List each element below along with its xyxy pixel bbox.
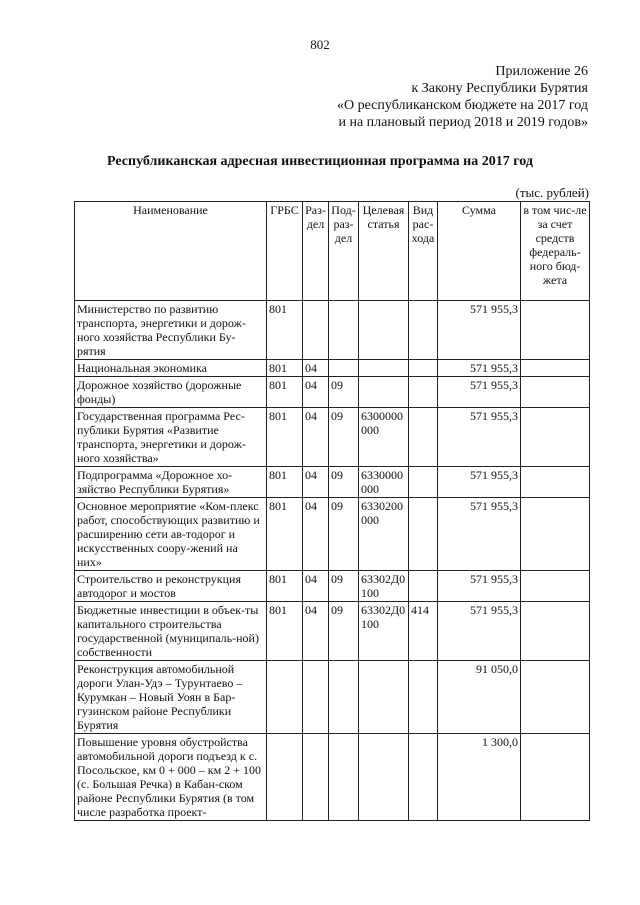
cell-section xyxy=(303,661,329,734)
cell-name: Бюджетные инвестиции в объек-ты капитального строительства государственной (муниципаль-ной) собственности xyxy=(75,602,267,661)
header-target-article: Целевая статья xyxy=(359,202,409,301)
appendix-line: Приложение 26 xyxy=(495,64,588,79)
cell-expense-type xyxy=(409,467,438,498)
cell-target-article xyxy=(359,301,409,360)
cell-expense-type xyxy=(409,571,438,602)
cell-federal-share xyxy=(521,377,590,408)
table-row xyxy=(75,360,590,377)
header-section: Раз-дел xyxy=(303,202,329,301)
cell-amount: 1 300,0 xyxy=(438,734,521,821)
table-body xyxy=(75,301,590,821)
appendix-line: к Закону Республики Бурятия xyxy=(411,81,588,96)
cell-federal-share xyxy=(521,360,590,377)
cell-expense-type xyxy=(409,734,438,821)
header-grbs: ГРБС xyxy=(267,202,303,301)
cell-grbs xyxy=(267,734,303,821)
header-amount: Сумма xyxy=(438,202,521,301)
cell-target-article: 6300000 000 xyxy=(359,408,409,467)
header-subsection: Под-раз-дел xyxy=(329,202,359,301)
appendix-line: «О республиканском бюджете на 2017 год xyxy=(337,98,588,113)
cell-target-article: 63302Д0 100 xyxy=(359,602,409,661)
table-row xyxy=(75,498,590,571)
cell-federal-share xyxy=(521,467,590,498)
investment-program-table xyxy=(74,201,590,821)
cell-federal-share xyxy=(521,301,590,360)
cell-subsection: 09 xyxy=(329,467,359,498)
cell-expense-type xyxy=(409,301,438,360)
page-number: 802 xyxy=(310,37,330,52)
header-federal-share: в том чис-ле за счет средств федераль-ного бюд-жета xyxy=(521,202,590,301)
cell-amount: 571 955,3 xyxy=(438,602,521,661)
cell-amount: 571 955,3 xyxy=(438,360,521,377)
cell-subsection: 09 xyxy=(329,377,359,408)
cell-expense-type xyxy=(409,661,438,734)
cell-amount: 571 955,3 xyxy=(438,377,521,408)
cell-subsection xyxy=(329,661,359,734)
cell-section: 04 xyxy=(303,571,329,602)
cell-subsection: 09 xyxy=(329,408,359,467)
appendix-header xyxy=(337,63,588,131)
cell-section: 04 xyxy=(303,377,329,408)
cell-grbs: 801 xyxy=(267,467,303,498)
cell-subsection: 09 xyxy=(329,498,359,571)
cell-name: Реконструкция автомобильной дороги Улан-Удэ – Турунтаево – Курумкан – Новый Уоян в Бар-гузинском районе Республики Бурятия xyxy=(75,661,267,734)
table-row xyxy=(75,301,590,360)
cell-target-article: 6330200 000 xyxy=(359,498,409,571)
cell-name: Основное мероприятие «Ком-плекс работ, способствующих развитию и расширению сети ав-тодорог и искусственных соору-жений на них» xyxy=(75,498,267,571)
cell-grbs: 801 xyxy=(267,377,303,408)
document-title: Республиканская адресная инвестиционная программа на 2017 год xyxy=(107,154,533,169)
cell-grbs: 801 xyxy=(267,301,303,360)
cell-section: 04 xyxy=(303,602,329,661)
cell-subsection xyxy=(329,360,359,377)
cell-name: Строительство и реконструкция автодорог и мостов xyxy=(75,571,267,602)
cell-amount: 91 050,0 xyxy=(438,661,521,734)
cell-section: 04 xyxy=(303,360,329,377)
cell-federal-share xyxy=(521,734,590,821)
cell-expense-type xyxy=(409,360,438,377)
header-name: Наименование xyxy=(75,202,267,301)
cell-section xyxy=(303,734,329,821)
cell-federal-share xyxy=(521,498,590,571)
cell-target-article xyxy=(359,734,409,821)
cell-subsection xyxy=(329,301,359,360)
table-row xyxy=(75,661,590,734)
cell-target-article xyxy=(359,360,409,377)
cell-subsection xyxy=(329,734,359,821)
cell-grbs xyxy=(267,661,303,734)
cell-subsection: 09 xyxy=(329,602,359,661)
cell-grbs: 801 xyxy=(267,498,303,571)
cell-expense-type: 414 xyxy=(409,602,438,661)
cell-section: 04 xyxy=(303,408,329,467)
cell-section: 04 xyxy=(303,467,329,498)
header-expense-type: Вид рас-хода xyxy=(409,202,438,301)
table-row xyxy=(75,571,590,602)
cell-name: Подпрограмма «Дорожное хо-зяйство Республики Бурятия» xyxy=(75,467,267,498)
table-header-row xyxy=(75,202,590,301)
cell-federal-share xyxy=(521,571,590,602)
cell-target-article: 6330000 000 xyxy=(359,467,409,498)
table-row xyxy=(75,734,590,821)
cell-target-article: 63302Д0 100 xyxy=(359,571,409,602)
units-label: (тыс. рублей) xyxy=(515,185,589,200)
cell-target-article xyxy=(359,377,409,408)
table-row xyxy=(75,377,590,408)
appendix-line: и на плановый период 2018 и 2019 годов» xyxy=(338,115,588,130)
cell-federal-share xyxy=(521,661,590,734)
cell-grbs: 801 xyxy=(267,408,303,467)
cell-amount: 571 955,3 xyxy=(438,498,521,571)
cell-federal-share xyxy=(521,408,590,467)
cell-subsection: 09 xyxy=(329,571,359,602)
cell-grbs: 801 xyxy=(267,571,303,602)
table-row xyxy=(75,408,590,467)
cell-name: Министерство по развитию транспорта, энергетики и дорож-ного хозяйства Республики Бу-рятия xyxy=(75,301,267,360)
cell-section: 04 xyxy=(303,498,329,571)
cell-section xyxy=(303,301,329,360)
cell-expense-type xyxy=(409,498,438,571)
table-row xyxy=(75,467,590,498)
cell-grbs: 801 xyxy=(267,360,303,377)
cell-expense-type xyxy=(409,408,438,467)
cell-grbs: 801 xyxy=(267,602,303,661)
cell-federal-share xyxy=(521,602,590,661)
cell-target-article xyxy=(359,661,409,734)
cell-amount: 571 955,3 xyxy=(438,301,521,360)
cell-amount: 571 955,3 xyxy=(438,571,521,602)
cell-amount: 571 955,3 xyxy=(438,467,521,498)
cell-expense-type xyxy=(409,377,438,408)
cell-amount: 571 955,3 xyxy=(438,408,521,467)
cell-name: Повышение уровня обустройства автомобильной дороги подъезд к с. Посольское, км 0 + 000 – км 2 + 100 (с. Большая Речка) в Кабан-ском районе Республики Бурятия (в том числе разработка проект- xyxy=(75,734,267,821)
cell-name: Национальная экономика xyxy=(75,360,267,377)
cell-name: Дорожное хозяйство (дорожные фонды) xyxy=(75,377,267,408)
cell-name: Государственная программа Рес-публики Бурятия «Развитие транспорта, энергетики и дорож-ного хозяйства» xyxy=(75,408,267,467)
table-row xyxy=(75,602,590,661)
